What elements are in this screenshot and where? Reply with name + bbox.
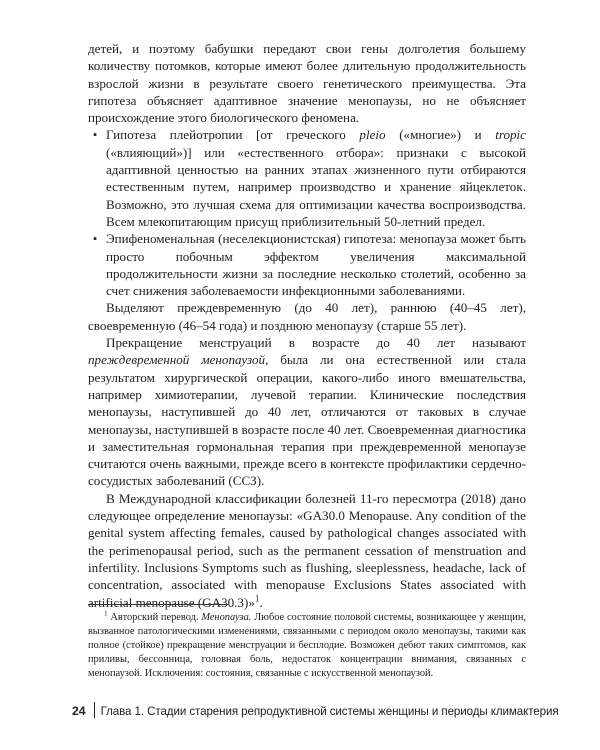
hypotheses-list (88, 126, 526, 299)
paragraph-menopause-types (88, 299, 526, 334)
term-italic: преждевременной менопаузой (88, 352, 266, 368)
paragraph-text: , была ли она естественной или стала результатом хирургической операции, какого-либо иного вмешательства, например химиотерапии, лучевой терапии. Клинические последствия менопаузы, наступившей до 40 лет, отличаются от таковых в случае менопаузы, наступившей в возрасте после 40 лет. Своевременная диагностика и заместительная гормональная терапия при преждевременной менопаузе считаются очень важными, прежде всего в контексте профилактики сердечно-сосудистых заболеваний (ССЗ). (88, 352, 526, 489)
term-italic: pleio (359, 127, 386, 143)
paragraph-text: . (259, 594, 263, 610)
paragraph-continuation (88, 40, 526, 126)
bullet-icon: • (92, 127, 98, 143)
page-footer (72, 702, 559, 720)
list-item-text: («влияющий»)] или «естественного отбора»: признаки с высокой адаптивной ценностью на ранних этапах жизненного пути отбираются естественным путем, например производство и хранение яйцеклеток. Возможно, это лучшая схема для оптимизации качества воспроизводства. Всем млекопитающим присущ приблизительный 50-летний предел. (106, 144, 526, 229)
paragraph-text: В Международной классификации болезней 11-го пересмотра (2018) дано следующее определение менопаузы: «GA30.0 Menopause. Any condition of the genital system affecting females, caused by pathological changes associated with the perimenopausal period, such as the permanent cessation of menstruation and infertility. Inclusions Symptoms such as flushing, sleeplessness, headache, lack of concentration, associated with menopause Exclusions States associated with artificial menopause (GA30.3)» (88, 490, 526, 610)
page-number: 24 (72, 704, 86, 718)
footnote-number: 1 (104, 609, 108, 618)
footnote-text: Любое состояние половой системы, возникающее у женщин, вызванное патологическими изменениями, связанными с периодом около менопаузы, такими как полное (стойкое) прекращение менструации и бесплодие. Возможен дебют таких симптомов, как приливы, бессонница, головная боль, недостаток концентрации внимания, связанных с менопаузой. Исключения: состояния, связанные с искусственной менопаузой. (88, 612, 526, 680)
term-italic: tropic (495, 127, 526, 143)
list-item-text: («многие») и (385, 127, 496, 143)
paragraph-premature-menopause (88, 334, 526, 490)
list-item-text: Эпифеноменальная (неселекционистская) гипотеза: менопауза может быть просто побочным эффектом увеличения максимальной продолжительности жизни за последние несколько столетий, особенно за счет снижения заболеваемости инфекционными заболеваниями. (106, 231, 526, 299)
footer-separator (94, 702, 95, 718)
list-item-pleiotropy (88, 126, 526, 230)
running-header-chapter: Глава 1. Стадии старения репродуктивной системы женщины и периоды климактерия (100, 705, 559, 718)
paragraph-text: Прекращение менструаций в возрасте до 40 лет называют (106, 335, 526, 351)
footnote-divider (88, 604, 228, 605)
paragraph-text: детей, и поэтому бабушки передают свои гены долголетия большему количеству потомков, которые имеют более длительную продолжительность взрослой жизни в результате своего генетического преимущества. Эта гипотеза объясняет адаптивное значение менопаузы, но не объясняет происхождение этого биологического феномена. (88, 41, 526, 126)
footnote-text: Авторский перевод. (107, 612, 202, 623)
footnote-term-italic: Менопауза. (201, 612, 252, 623)
paragraph-icd-definition (88, 490, 526, 611)
list-item-epiphenomenal (88, 230, 526, 299)
list-item-text: Гипотеза плейотропии [от греческого (106, 127, 360, 143)
bullet-icon: • (92, 231, 98, 247)
footnote-reference[interactable]: 1 (254, 593, 260, 604)
paragraph-text: Выделяют преждевременную (до 40 лет), раннюю (40–45 лет), своевременную (46–54 года) и позднюю менопаузу (старше 55 лет). (88, 300, 526, 333)
main-text (88, 40, 526, 611)
footnote (88, 611, 526, 681)
